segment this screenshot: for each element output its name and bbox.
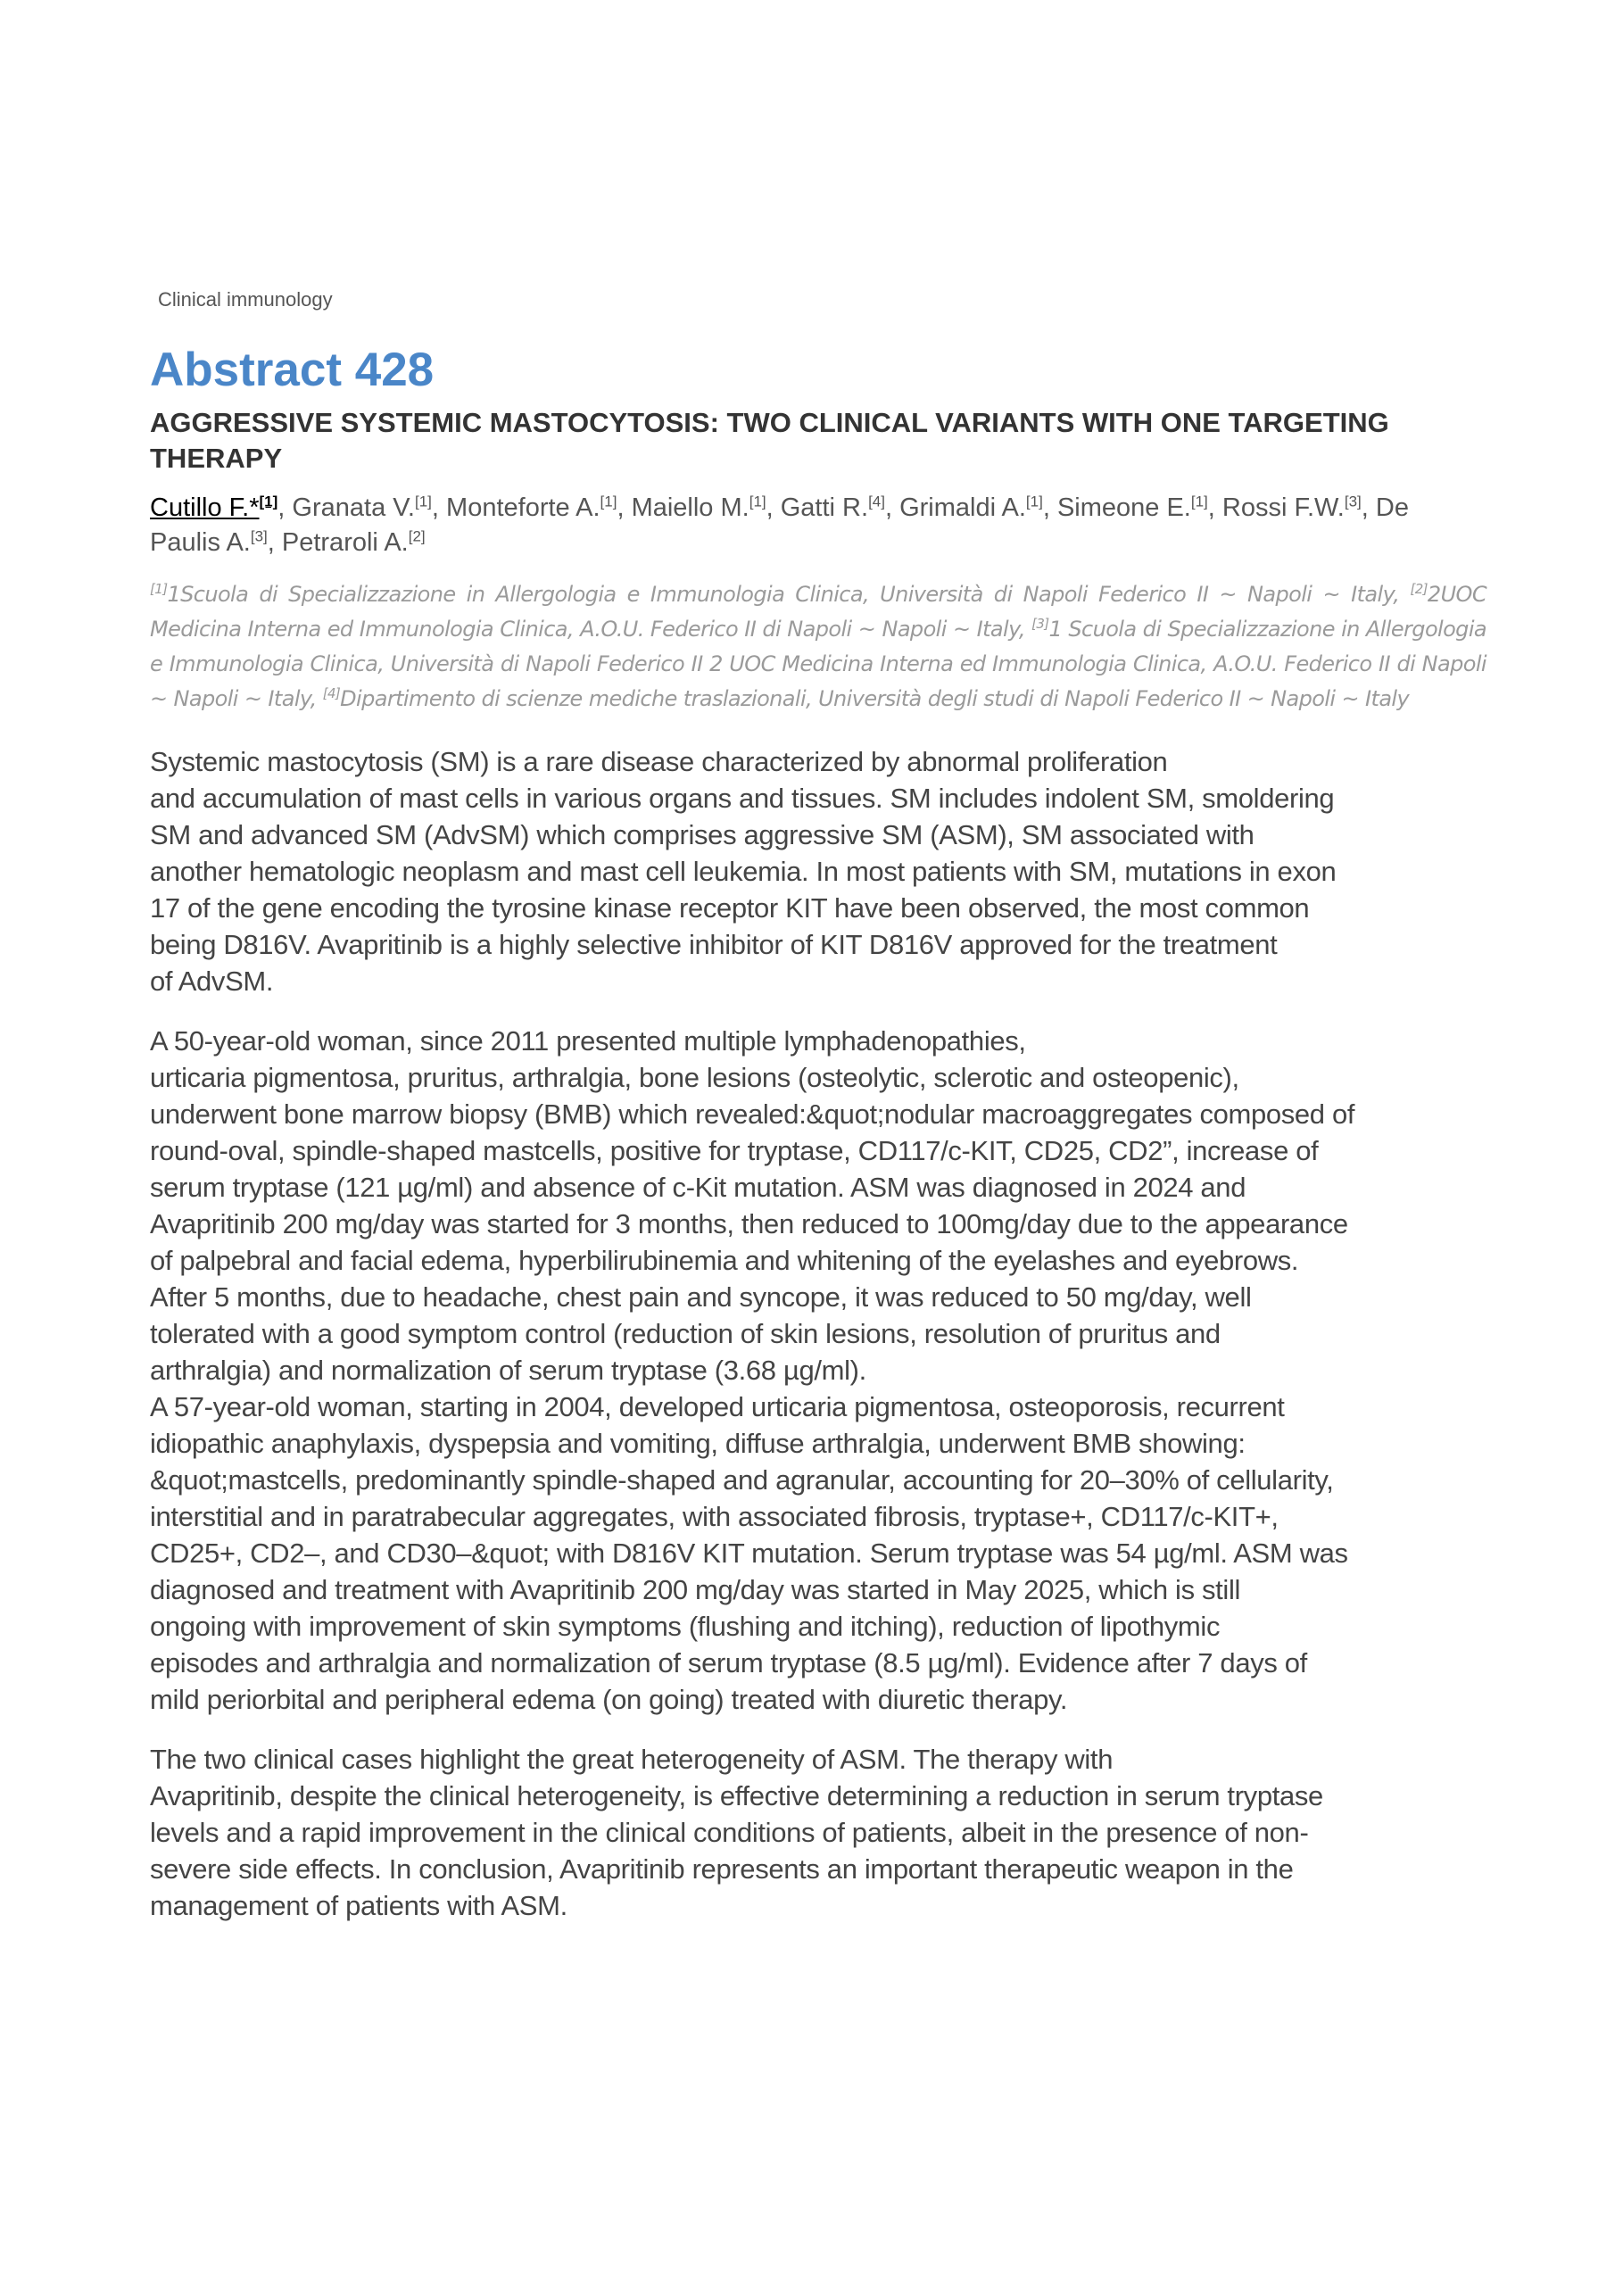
text-line: diagnosed and treatment with Avapritinib 200 mg/day was started in May 2025, which is still (150, 1574, 1241, 1605)
paper-title-line: THERAPY (150, 443, 283, 474)
text-line: serum tryptase (121 µg/ml) and absence of c-Kit mutation. ASM was diagnosed in 2024 and (150, 1172, 1246, 1203)
text-line: interstitial and in paratrabecular aggregates, with associated fibrosis, tryptase+, CD117/c-KIT+, (150, 1501, 1279, 1532)
text-line: levels and a rapid improvement in the clinical conditions of patients, albeit in the presence of non- (150, 1817, 1309, 1848)
author-name: Maiello M. (631, 493, 749, 522)
author-affiliation-marker: [2] (408, 527, 426, 545)
affiliation-marker: [2] (1410, 581, 1428, 597)
category-label: Clinical immunology (158, 288, 333, 311)
text-line: round-oval, spindle-shaped mastcells, positive for tryptase, CD117/c-KIT, CD25, CD2”, increase of (150, 1135, 1319, 1166)
author-affiliation-marker: [4] (868, 493, 885, 510)
text-line: tolerated with a good symptom control (reduction of skin lesions, resolution of pruritus and (150, 1318, 1221, 1349)
text-line: being D816V. Avapritinib is a highly selective inhibitor of KIT D816V approved for the treatment (150, 929, 1278, 960)
text-line: After 5 months, due to headache, chest pain and syncope, it was reduced to 50 mg/day, well (150, 1281, 1252, 1313)
affiliation-marker: [4] (322, 685, 341, 701)
affiliation-list (150, 577, 1486, 717)
author-separator: , (1207, 493, 1222, 522)
text-line: A 57-year-old woman, starting in 2004, developed urticaria pigmentosa, osteoporosis, recurrent (150, 1391, 1285, 1422)
text-line: 17 of the gene encoding the tyrosine kinase receptor KIT have been observed, the most common (150, 892, 1310, 924)
text-line: SM and advanced SM (AdvSM) which comprises aggressive SM (ASM), SM associated with (150, 819, 1255, 850)
author-separator: , (766, 493, 781, 522)
text-line: Avapritinib 200 mg/day was started for 3 months, then reduced to 100mg/day due to the appearance (150, 1208, 1348, 1239)
affiliation-text: 1 Scuola di Specializzazione in Allergologia e Immunologia Clinica, Università di Napoli Federico II 2 UOC Medicina Interna ed Immunologia Clinica, A.O.U. Federico II di Napoli ~ Napoli ~ Italy, (150, 617, 1486, 711)
author-separator: , (431, 493, 447, 522)
author-affiliation-marker: [1] (600, 493, 617, 510)
affiliation-text: 1Scuola di Specializzazione in Allergologia e Immunologia Clinica, Università di Napoli Federico II ~ Napoli ~ Italy, (167, 582, 1411, 607)
author-separator: , (884, 493, 900, 522)
author-separator: , (267, 528, 282, 557)
author-affiliation-marker: [1] (1025, 493, 1043, 510)
author-name: Monteforte A. (446, 493, 600, 522)
text-line: underwent bone marrow biopsy (BMB) which revealed:&quot;nodular macroaggregates composed of (150, 1098, 1355, 1130)
affiliation-marker: [1] (150, 581, 168, 597)
text-line: management of patients with ASM. (150, 1890, 567, 1921)
author-name: Gatti R. (780, 493, 869, 522)
author-list (150, 491, 1486, 560)
abstract-page (150, 284, 1486, 1924)
text-line: severe side effects. In conclusion, Avapritinib represents an important therapeutic weapon in the (150, 1853, 1294, 1885)
author-name: De Paulis A. (150, 493, 1409, 557)
author-separator: , (617, 493, 632, 522)
author-affiliation-marker: [1] (749, 493, 766, 510)
author-name: Rossi F.W. (1221, 493, 1345, 522)
author-affiliation-marker: [3] (250, 527, 268, 545)
author-affiliation-marker: [1] (415, 493, 432, 510)
introduction-paragraph (150, 743, 1486, 999)
paper-title-line: AGGRESSIVE SYSTEMIC MASTOCYTOSIS: TWO CLINICAL VARIANTS WITH ONE TARGETING (150, 407, 1389, 438)
text-line: CD25+, CD2–, and CD30–&quot; with D816V KIT mutation. Serum tryptase was 54 µg/ml. ASM was (150, 1538, 1348, 1569)
author-name: Petraroli A. (281, 528, 409, 557)
author-separator: , (1042, 493, 1057, 522)
affiliation-text: 2UOC Medicina Interna ed Immunologia Clinica, A.O.U. Federico II di Napoli ~ Napoli ~ Italy, (150, 582, 1486, 642)
text-line: episodes and arthralgia and normalization of serum tryptase (8.5 µg/ml). Evidence after 7 days of (150, 1647, 1307, 1678)
affiliation-marker: [3] (1031, 616, 1049, 632)
text-line: another hematologic neoplasm and mast cell leukemia. In most patients with SM, mutations in exon (150, 856, 1337, 887)
text-line: mild periorbital and peripheral edema (on going) treated with diuretic therapy. (150, 1684, 1068, 1715)
author-affiliation-marker: [3] (1344, 493, 1362, 510)
text-line: idiopathic anaphylaxis, dyspepsia and vomiting, diffuse arthralgia, underwent BMB showing: (150, 1428, 1246, 1459)
text-line: of palpebral and facial edema, hyperbilirubinemia and whitening of the eyelashes and eyebrows. (150, 1245, 1299, 1276)
text-line: of AdvSM. (150, 966, 274, 997)
text-line: A 50-year-old woman, since 2011 presented multiple lymphadenopathies, (150, 1025, 1026, 1057)
abstract-number-heading: Abstract 428 (150, 344, 435, 396)
affiliation-text: Dipartimento di scienze mediche traslazionali, Università degli studi di Napoli Federico II ~ Napoli ~ Italy (340, 686, 1410, 711)
text-line: urticaria pigmentosa, pruritus, arthralgia, bone lesions (osteolytic, sclerotic and osteopenic), (150, 1062, 1239, 1093)
author-separator: , (277, 493, 293, 522)
author-affiliation-marker: [1] (259, 493, 278, 510)
text-line: arthralgia) and normalization of serum tryptase (3.68 µg/ml). (150, 1355, 866, 1386)
case-reports-paragraph (150, 1023, 1486, 1718)
text-line: Avapritinib, despite the clinical heterogeneity, is effective determining a reduction in serum tryptase (150, 1780, 1323, 1811)
text-line: and accumulation of mast cells in various organs and tissues. SM includes indolent SM, smoldering (150, 783, 1335, 814)
text-line: ongoing with improvement of skin symptoms (flushing and itching), reduction of lipothymic (150, 1611, 1221, 1642)
conclusion-paragraph (150, 1741, 1486, 1924)
text-line: Systemic mastocytosis (SM) is a rare disease characterized by abnormal proliferation (150, 746, 1168, 777)
presenting-author: Cutillo F.* (150, 493, 260, 522)
author-separator: , (1361, 493, 1376, 522)
text-line: &quot;mastcells, predominantly spindle-shaped and agranular, accounting for 20–30% of cellularity, (150, 1464, 1334, 1496)
author-name: Granata V. (292, 493, 415, 522)
author-name: Simeone E. (1056, 493, 1191, 522)
paper-title (150, 405, 1486, 477)
author-name: Grimaldi A. (899, 493, 1026, 522)
text-line: The two clinical cases highlight the great heterogeneity of ASM. The therapy with (150, 1744, 1114, 1775)
author-affiliation-marker: [1] (1190, 493, 1208, 510)
